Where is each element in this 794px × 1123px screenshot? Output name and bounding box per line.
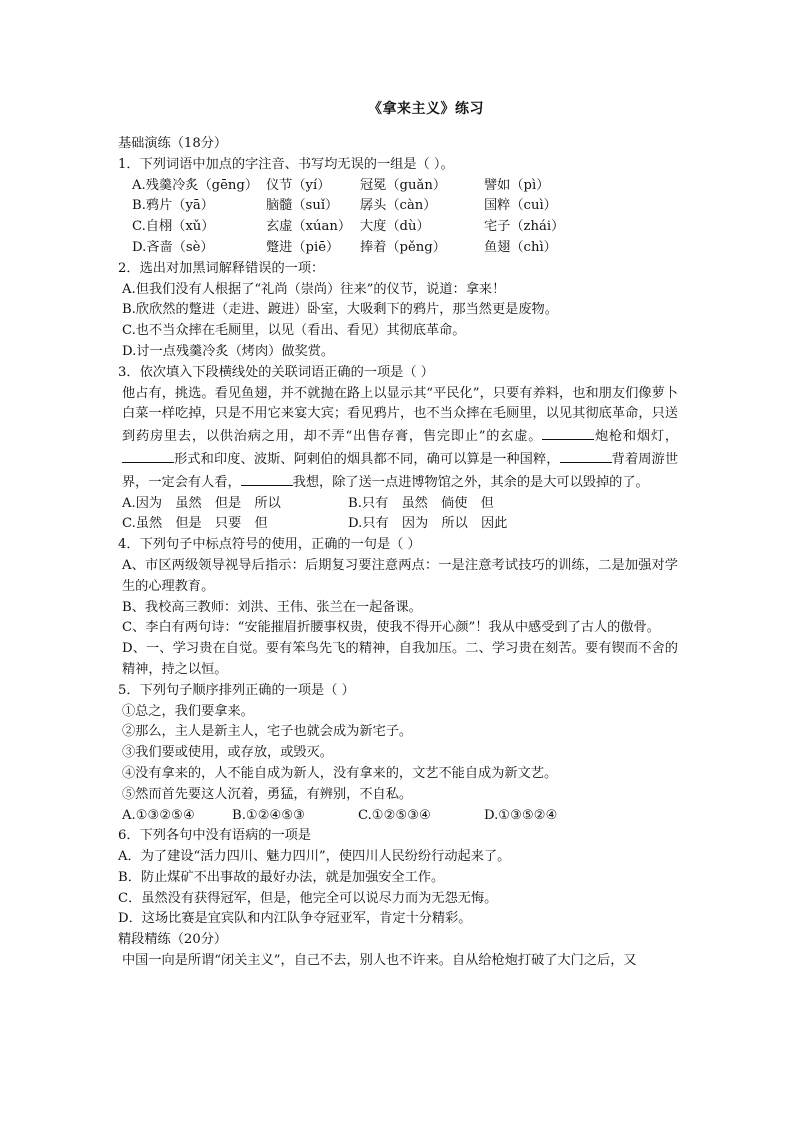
question-3-stem: 3．依次填入下段横线处的关联词语正确的一项是（ ） [118,364,434,380]
section-heading-basic: 基础演练（18分） [118,136,228,151]
question-3-options-ab: A.因为 虽然 但是 所以 B.只有 虽然 倘使 但 [122,495,494,511]
question-5-options: A.①③②⑤④ B.①②④⑤③ C.①②⑤③④ D.①③⑤②④ [122,807,558,823]
question-4-option-d: D、一、学习贵在自觉。要有笨鸟先飞的精神，自我加压。二、学习贵在刻苦。要有锲而不舍的精神，持之以恒。 [122,641,678,677]
question-4-option-b: B、我校高三教师：刘洪、王伟、张兰在一起备课。 [122,599,422,615]
question-2-option-c: C.也不当众摔在毛厕里，以见（看出、看见）其彻底革命。 [122,323,466,339]
question-2-option-a: A.但我们没有人根据了“礼尚（崇尚）往来”的仪节，说道：拿来！ [122,281,506,297]
question-5-sentence-5: ⑤然而首先要这人沉着，勇猛，有辨别，不自私。 [122,786,413,802]
page-title: 《拿来主义》练习 [368,101,484,117]
question-1-option-a: A.残羹冷炙（gēng） 仪节（yí） 冠冕（guǎn） 譬如（pì） [132,177,550,193]
question-4-option-c: C、李白有两句诗：“安能摧眉折腰事权贵，使我不得开心颜”！我从中感受到了古人的傲骨。 [122,620,660,636]
question-5-sentence-4: ④没有拿来的，人不能自成为新人，没有拿来的，文艺不能自成为新文艺。 [122,765,558,781]
answer-blank [542,425,594,440]
question-3-passage: 他占有，挑选。看见鱼翅，并不就抛在路上以显示其“平民化”，只要有养料，也和朋友们像萝卜白菜一样吃掉，只是不用它来宴大宾；看见鸦片，也不当众摔在毛厕里，以见其彻底革命，只送到药房里去，以供治病之用，却不弄“出售存膏，售完即止”的玄虚。 炮枪和烟灯，形式和印度、波斯、阿剌伯的烟具都不同，确可以算是一种国粹， 背着周游世界，一定会有人看， 我想，除了送一点进博物馆之外，其余的是大可以毁掉的了。 [122,385,679,490]
reading-passage-start: 中国一向是所谓“闭关主义”，自己不去，别人也不许来。自从给枪炮打破了大门之后，又 [122,953,637,969]
answer-blank [560,448,612,463]
question-5-sentence-1: ①总之，我们要拿来。 [122,703,254,719]
question-1-option-c: C.自栩（xǔ） 玄虚（xúan） 大度（dù） 宅子（zhái） [132,219,565,235]
answer-blank [241,471,293,486]
question-6-stem: 6．下列各句中没有语病的一项是 [118,828,312,844]
question-2-option-b: B.欣欣然的蹩进（走进、踱进）卧室，大吸剩下的鸦片，那当然更是废物。 [122,302,558,318]
document-body [118,134,678,972]
question-5-stem: 5．下列句子顺序排列正确的一项是（ ） [118,682,355,698]
answer-blank [122,448,174,463]
question-6-option-d: D．这场比赛是宜宾队和内江队争夺冠亚军，肯定十分精彩。 [118,911,472,927]
question-6-option-c: C．虽然没有获得冠军，但是，他完全可以说尽力而为无怨无悔。 [118,890,498,906]
question-4-option-a: A、市区两级领导视导后指示：后期复习要注意两点：一是注意考试技巧的训练，二是加强对学生的心理教育。 [122,557,678,594]
question-1-option-b: B.鸦片（yā） 脑髓（suǐ） 孱头（càn） 国粹（cuì） [132,198,557,214]
question-1-stem: 1．下列词语中加点的字注音、书写均无误的一组是（ ）。 [118,156,454,172]
section-heading-reading: 精段精练（20分） [118,932,228,948]
question-1-option-d: D.吝啬（sè） 蹩进（piē） 捧着（pěng） 鱼翅（chì） [132,239,557,255]
question-4-stem: 4．下列句子中标点符号的使用，正确的一句是（ ） [118,537,421,553]
question-5-sentence-2: ②那么，主人是新主人，宅子也就会成为新宅子。 [122,724,413,740]
question-6-option-a: A．为了建设“活力四川、魅力四川”，使四川人民纷纷行动起来了。 [118,849,511,865]
question-3-options-cd: C.虽然 但是 只要 但 D.只有 因为 所以 因此 [122,516,508,532]
question-2-option-d: D.讨一点残羹冷炙（烤肉）做奖赏。 [122,343,335,359]
question-5-sentence-3: ③我们要或使用，或存放，或毁灭。 [122,745,333,761]
question-6-option-b: B．防止煤矿不出事故的最好办法，就是加强安全工作。 [118,869,445,885]
question-2-stem: 2．选出对加黑词解释错误的一项： [118,260,325,276]
